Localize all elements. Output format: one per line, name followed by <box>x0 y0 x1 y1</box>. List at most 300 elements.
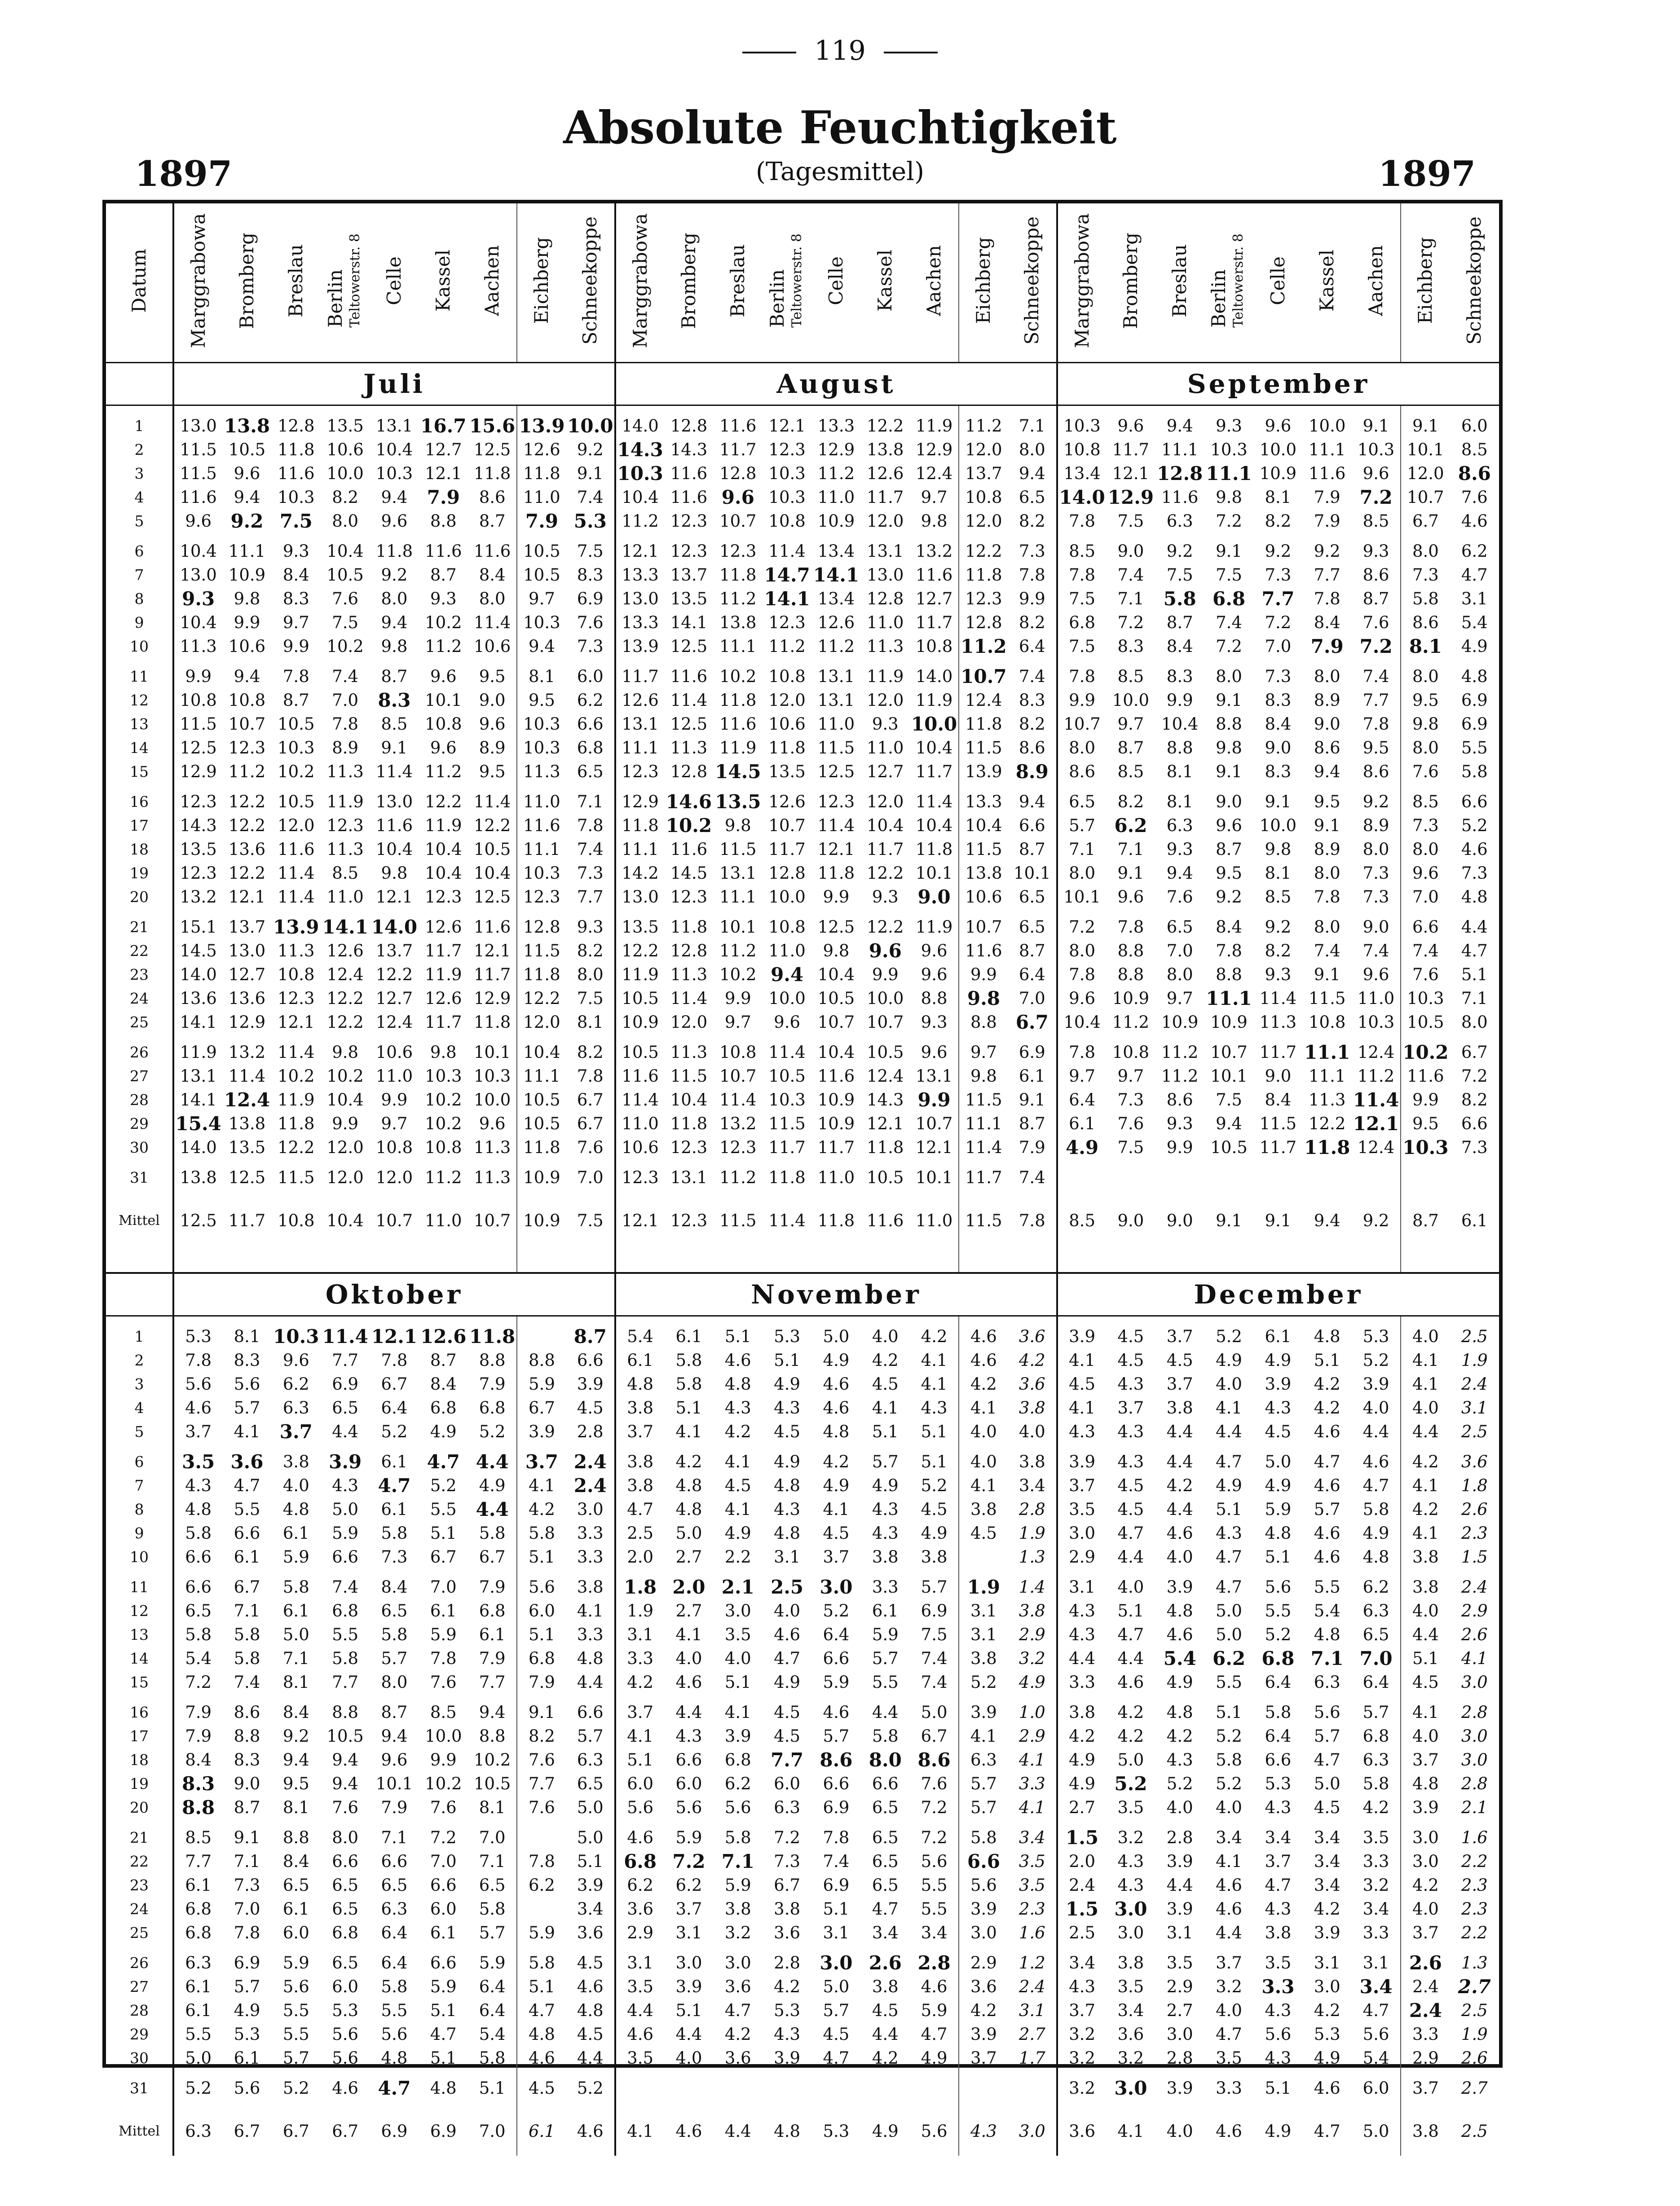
value-cell: 14.6 <box>666 791 712 813</box>
value-cell: 5.2 <box>381 1422 408 1441</box>
value-cell: 4.7 <box>774 1649 801 1668</box>
table-row <box>106 1623 1499 1647</box>
value-cell: 4.9 <box>921 1524 948 1543</box>
value-cell: 5.1 <box>1314 1351 1340 1370</box>
value-cell: 10.3 <box>1057 414 1106 438</box>
value-cell: 4.6 <box>1166 1524 1193 1543</box>
value-cell: 4.4 <box>615 1999 664 2022</box>
value-cell: 13.5 <box>715 791 761 813</box>
value-cell: 10.0 <box>768 887 806 907</box>
mean-value: 4.7 <box>1314 2121 1340 2141</box>
value-cell: 4.0 <box>675 2048 702 2068</box>
day-number: 13 <box>130 1626 149 1643</box>
value-cell: 6.9 <box>1461 714 1488 734</box>
value-cell: 8.3 <box>1117 637 1144 656</box>
table-row <box>106 485 1499 509</box>
station-header <box>763 203 811 363</box>
value-cell: 6.5 <box>332 1953 359 1973</box>
value-cell: 5.2 <box>921 1476 948 1495</box>
table-row <box>106 634 1499 658</box>
value-cell: 14.1 <box>173 1088 222 1112</box>
station-name: Celle <box>825 256 847 305</box>
value-cell: 4.0 <box>1401 1325 1450 1348</box>
value-cell: 3.9 <box>1314 1923 1340 1942</box>
value-cell: 6.6 <box>173 1545 222 1569</box>
value-cell: 7.8 <box>1057 509 1106 533</box>
value-cell: 8.1 <box>1265 488 1292 507</box>
table-row <box>106 712 1499 736</box>
value-cell: 12.2 <box>867 863 904 883</box>
value-cell: 4.2 <box>1117 1726 1144 1746</box>
value-cell: 6.7 <box>577 1114 604 1133</box>
value-cell: 10.5 <box>326 565 364 585</box>
station-header <box>468 203 517 363</box>
value-cell: 14.7 <box>764 564 810 586</box>
value-cell: 11.0 <box>517 485 566 509</box>
value-cell: 10.3 <box>1357 1013 1395 1032</box>
value-cell: 4.3 <box>173 1474 222 1497</box>
value-cell: 8.0 <box>1401 539 1450 563</box>
table-row <box>106 539 1499 563</box>
value-cell: 9.6 <box>921 941 948 960</box>
mean-value: 6.7 <box>282 2121 309 2141</box>
value-cell: 6.2 <box>1363 1577 1389 1597</box>
value-cell: 10.4 <box>1161 714 1199 734</box>
station-header <box>1253 203 1302 363</box>
value-cell: 5.7 <box>959 1796 1008 1819</box>
value-cell: 3.9 <box>959 2022 1008 2046</box>
value-cell: 3.6 <box>230 1451 264 1473</box>
value-cell: 3.2 <box>1057 2046 1106 2070</box>
value-cell: 12.9 <box>1107 486 1154 508</box>
value-cell: 7.4 <box>921 1649 948 1668</box>
value-cell: 8.0 <box>1401 665 1450 688</box>
value-cell: 10.9 <box>1161 1013 1199 1032</box>
value-cell: 9.4 <box>282 1750 309 1770</box>
value-cell: 11.6 <box>915 565 953 585</box>
value-cell: 7.9 <box>173 1724 222 1748</box>
value-cell: 10.4 <box>473 863 511 883</box>
value-cell: 5.2 <box>173 2076 222 2100</box>
value-cell: 7.1 <box>1310 1647 1344 1669</box>
value-cell: 4.0 <box>1216 1798 1242 1817</box>
value-cell: 8.3 <box>282 589 309 608</box>
value-cell: 3.9 <box>959 1897 1008 1921</box>
value-cell: 15.6 <box>469 415 516 437</box>
value-cell: 3.8 <box>1019 1452 1045 1471</box>
value-cell: 10.1 <box>915 1168 953 1187</box>
value-cell: 6.4 <box>823 1625 850 1644</box>
value-cell: 2.2 <box>724 1547 751 1567</box>
value-cell: 11.1 <box>719 637 757 656</box>
value-cell: 7.7 <box>479 1673 506 1692</box>
value-cell: 11.1 <box>959 1112 1008 1136</box>
value-cell: 6.6 <box>1461 1114 1488 1133</box>
value-cell: 9.8 <box>381 863 408 883</box>
value-cell: 11.4 <box>670 989 708 1008</box>
value-cell: 6.0 <box>615 1772 664 1796</box>
value-cell: 4.4 <box>332 1422 359 1441</box>
value-cell: 7.3 <box>1401 814 1450 837</box>
spacer-row <box>106 405 1499 414</box>
value-cell: 10.1 <box>1014 863 1051 883</box>
station-name: Eichberg <box>1414 237 1437 324</box>
value-cell: 10.0 <box>1259 440 1297 459</box>
value-cell: 8.7 <box>1216 840 1242 859</box>
mean-value: 3.0 <box>1019 2121 1045 2141</box>
value-cell: 4.7 <box>378 2077 411 2099</box>
value-cell: 4.1 <box>615 1724 664 1748</box>
value-cell: 12.0 <box>867 792 904 811</box>
value-cell: 9.9 <box>234 613 260 632</box>
value-cell: 6.6 <box>577 1351 604 1370</box>
value-cell: 4.1 <box>577 1601 604 1620</box>
value-cell: 5.1 <box>430 2001 457 2020</box>
value-cell: 4.8 <box>1166 1601 1193 1620</box>
value-cell: 10.0 <box>1259 816 1297 835</box>
day-number: 8 <box>134 1501 144 1518</box>
station-name: Marggrabowa <box>1071 213 1093 348</box>
mean-value: 5.0 <box>1363 2121 1389 2141</box>
value-cell: 6.1 <box>675 1327 702 1346</box>
value-cell: 6.2 <box>1213 1647 1246 1669</box>
value-cell: 4.6 <box>1216 1899 1242 1919</box>
value-cell: 2.9 <box>1019 1625 1045 1644</box>
value-cell: 3.1 <box>774 1547 801 1567</box>
table-row <box>106 1545 1499 1569</box>
value-cell: 12.1 <box>425 464 462 483</box>
value-cell: 1.7 <box>1019 2048 1045 2068</box>
value-cell: 4.1 <box>1401 1372 1450 1396</box>
value-cell: 4.8 <box>381 2048 408 2068</box>
value-cell: 3.1 <box>615 1623 664 1647</box>
value-cell: 8.1 <box>479 1798 506 1817</box>
value-cell: 2.8 <box>1461 1774 1488 1793</box>
spacer-row <box>106 909 1499 915</box>
value-cell: 5.1 <box>1117 1601 1144 1620</box>
value-cell: 3.4 <box>1117 2001 1144 2020</box>
value-cell <box>861 2076 910 2100</box>
station-header <box>959 203 1008 363</box>
value-cell: 12.3 <box>517 885 566 909</box>
value-cell: 7.4 <box>1019 667 1045 686</box>
value-cell: 5.6 <box>517 1575 566 1599</box>
value-cell: 4.9 <box>1265 1476 1292 1495</box>
value-cell: 11.2 <box>817 637 855 656</box>
value-cell: 5.5 <box>282 2001 309 2020</box>
value-cell: 10.4 <box>959 814 1008 837</box>
mean-value: 9.4 <box>1314 1211 1340 1230</box>
value-cell: 12.5 <box>670 714 708 734</box>
year-right: 1897 <box>1378 154 1476 194</box>
value-cell: 5.1 <box>1265 2078 1292 2098</box>
value-cell: 5.5 <box>1265 1601 1292 1620</box>
value-cell <box>1204 1166 1253 1189</box>
value-cell: 12.2 <box>867 917 904 937</box>
value-cell: 5.0 <box>332 1500 359 1519</box>
mean-value: 11.6 <box>867 1211 904 1230</box>
value-cell: 11.1 <box>719 887 757 907</box>
value-cell: 9.3 <box>577 917 604 937</box>
value-cell: 6.4 <box>1265 1673 1292 1692</box>
value-cell: 13.5 <box>670 589 708 608</box>
value-cell: 8.3 <box>577 565 604 585</box>
value-cell: 7.4 <box>1363 667 1389 686</box>
value-cell: 9.1 <box>517 1700 566 1724</box>
value-cell: 10.1 <box>375 1774 413 1793</box>
value-cell: 6.9 <box>577 589 604 608</box>
value-cell: 8.0 <box>1019 440 1045 459</box>
value-cell: 3.7 <box>1401 1748 1450 1772</box>
mean-value: 4.1 <box>1117 2121 1144 2141</box>
value-cell: 8.3 <box>1019 691 1045 710</box>
day-number: 28 <box>130 1091 149 1109</box>
value-cell: 5.5 <box>173 2022 222 2046</box>
value-cell: 15.4 <box>173 1112 222 1136</box>
table-row <box>106 1670 1499 1694</box>
value-cell: 4.4 <box>476 1451 509 1473</box>
value-cell: 3.1 <box>1314 1953 1340 1973</box>
value-cell: 5.1 <box>517 1975 566 1999</box>
value-cell: 3.9 <box>1401 1796 1450 1819</box>
value-cell: 13.8 <box>173 1166 222 1189</box>
value-cell: 6.2 <box>1461 542 1488 561</box>
value-cell: 6.0 <box>1461 416 1488 436</box>
value-cell: 11.7 <box>425 1013 462 1032</box>
value-cell: 8.0 <box>1166 965 1193 984</box>
value-cell: 10.0 <box>567 415 613 437</box>
value-cell: 4.3 <box>1057 1420 1106 1444</box>
value-cell: 10.8 <box>915 637 953 656</box>
value-cell: 4.1 <box>724 1703 751 1722</box>
value-cell: 3.5 <box>173 1450 222 1474</box>
mean-value: 2.5 <box>1461 2121 1488 2141</box>
value-cell: 7.6 <box>1363 613 1389 632</box>
day-number: 1 <box>134 417 144 435</box>
value-cell: 1.8 <box>615 1575 664 1599</box>
value-cell: 12.2 <box>228 792 266 811</box>
value-cell: 11.9 <box>425 965 462 984</box>
value-cell: 4.3 <box>1117 1452 1144 1471</box>
value-cell: 9.1 <box>1265 792 1292 811</box>
value-cell: 3.1 <box>675 1923 702 1942</box>
value-cell: 12.4 <box>326 965 364 984</box>
value-cell: 10.8 <box>278 965 315 984</box>
table-row <box>106 1166 1499 1189</box>
value-cell: 10.1 <box>473 1043 511 1062</box>
value-cell: 14.0 <box>371 916 418 938</box>
value-cell: 4.8 <box>1265 1524 1292 1543</box>
value-cell: 10.6 <box>326 440 364 459</box>
value-cell: 8.8 <box>430 511 457 531</box>
value-cell: 6.5 <box>872 1828 899 1847</box>
value-cell: 6.5 <box>1019 488 1045 507</box>
value-cell: 8.8 <box>1117 941 1144 960</box>
value-cell: 12.8 <box>867 589 904 608</box>
value-cell: 6.9 <box>823 1876 850 1895</box>
value-cell: 8.3 <box>378 689 411 711</box>
value-cell: 4.3 <box>872 1500 899 1519</box>
value-cell: 3.7 <box>1057 1999 1106 2022</box>
value-cell: 4.3 <box>1117 1374 1144 1394</box>
value-cell: 5.8 <box>1163 588 1196 610</box>
value-cell: 11.7 <box>867 840 904 859</box>
value-cell: 6.4 <box>381 1923 408 1942</box>
value-cell: 4.2 <box>1166 1726 1193 1746</box>
value-cell: 4.5 <box>823 2025 850 2044</box>
value-cell: 4.2 <box>1057 1724 1106 1748</box>
value-cell: 4.5 <box>577 1398 604 1418</box>
value-cell: 12.2 <box>228 816 266 835</box>
value-cell: 5.6 <box>1314 1703 1340 1722</box>
value-cell: 10.5 <box>817 989 855 1008</box>
value-cell: 12.5 <box>173 736 222 760</box>
value-cell: 3.4 <box>1019 1828 1045 1847</box>
table-row <box>106 1396 1499 1420</box>
value-cell: 4.6 <box>675 1673 702 1692</box>
value-cell: 5.0 <box>282 1625 309 1644</box>
value-cell: 7.8 <box>282 667 309 686</box>
value-cell: 9.2 <box>1265 917 1292 937</box>
value-cell: 6.5 <box>1057 790 1106 814</box>
value-cell: 11.8 <box>469 1325 516 1347</box>
value-cell: 8.7 <box>234 1798 260 1817</box>
value-cell: 4.9 <box>1057 1136 1106 1159</box>
value-cell: 5.6 <box>332 2025 359 2044</box>
value-cell: 13.1 <box>817 691 855 710</box>
value-cell: 9.3 <box>282 542 309 561</box>
value-cell: 4.2 <box>823 1452 850 1471</box>
value-cell: 10.5 <box>473 840 511 859</box>
value-cell: 12.0 <box>326 1138 364 1157</box>
value-cell: 13.5 <box>228 1138 266 1157</box>
value-cell: 4.1 <box>959 1724 1008 1748</box>
value-cell: 4.1 <box>1216 1852 1242 1871</box>
value-cell: 10.7 <box>228 714 266 734</box>
day-number: 25 <box>130 1013 149 1031</box>
value-cell: 13.3 <box>615 563 664 587</box>
value-cell: 11.8 <box>959 563 1008 587</box>
value-cell: 4.8 <box>1314 1625 1340 1644</box>
value-cell: 3.0 <box>1117 1923 1144 1942</box>
value-cell: 6.5 <box>173 1599 222 1623</box>
mean-value: 10.7 <box>375 1211 413 1230</box>
value-cell: 8.9 <box>1314 840 1340 859</box>
value-cell: 7.7 <box>577 887 604 907</box>
value-cell: 13.5 <box>326 416 364 436</box>
value-cell: 4.1 <box>1461 1649 1488 1668</box>
value-cell: 11.2 <box>959 414 1008 438</box>
value-cell: 5.8 <box>282 1577 309 1597</box>
value-cell: 4.8 <box>1363 1547 1389 1567</box>
value-cell: 4.3 <box>1265 2001 1292 2020</box>
value-cell: 11.3 <box>278 941 315 960</box>
value-cell: 2.2 <box>1461 1923 1488 1942</box>
value-cell: 3.9 <box>1057 1325 1106 1348</box>
station-name: Kassel <box>874 250 896 312</box>
value-cell: 11.7 <box>425 941 462 960</box>
value-cell: 5.5 <box>1461 738 1488 757</box>
station-header <box>1008 203 1057 363</box>
value-cell: 12.8 <box>768 863 806 883</box>
value-cell: 7.5 <box>921 1625 948 1644</box>
value-cell: 8.0 <box>381 589 408 608</box>
value-cell: 6.8 <box>1363 1726 1389 1746</box>
value-cell: 13.0 <box>615 885 664 909</box>
day-number: 23 <box>130 1876 149 1894</box>
value-cell: 11.8 <box>768 1168 806 1187</box>
value-cell: 7.0 <box>1359 1647 1393 1669</box>
value-cell: 7.9 <box>1314 511 1340 531</box>
value-cell: 3.8 <box>1019 1601 1045 1620</box>
value-cell: 9.7 <box>1057 1064 1106 1088</box>
value-cell: 4.6 <box>1117 1673 1144 1692</box>
value-cell: 4.7 <box>823 2048 850 2068</box>
value-cell: 12.8 <box>670 416 708 436</box>
value-cell: 7.2 <box>1216 637 1242 656</box>
value-cell: 8.4 <box>282 1703 309 1722</box>
value-cell: 6.6 <box>959 1849 1008 1873</box>
table-row <box>106 1951 1499 1975</box>
value-cell: 8.8 <box>517 1348 566 1372</box>
value-cell: 4.1 <box>959 1474 1008 1497</box>
value-cell: 7.9 <box>479 1577 506 1597</box>
value-cell: 11.8 <box>768 738 806 757</box>
value-cell: 4.7 <box>921 2025 948 2044</box>
value-cell: 4.2 <box>1019 1351 1045 1370</box>
value-cell: 4.5 <box>872 2001 899 2020</box>
value-cell: 2.6 <box>1461 1625 1488 1644</box>
value-cell: 5.9 <box>430 1625 457 1644</box>
value-cell: 10.8 <box>425 714 462 734</box>
value-cell: 8.4 <box>1265 714 1292 734</box>
table-row <box>106 1700 1499 1724</box>
value-cell: 10.3 <box>473 1066 511 1086</box>
value-cell: 11.8 <box>473 464 511 483</box>
value-cell: 14.0 <box>615 414 664 438</box>
value-cell: 3.7 <box>675 1899 702 1919</box>
value-cell: 9.1 <box>1363 416 1389 436</box>
value-cell: 10.4 <box>615 485 664 509</box>
value-cell: 8.5 <box>1461 440 1488 459</box>
value-cell: 6.0 <box>675 1774 702 1793</box>
value-cell: 11.6 <box>473 917 511 937</box>
value-cell: 8.0 <box>577 965 604 984</box>
value-cell: 6.1 <box>1019 1066 1045 1086</box>
value-cell: 9.4 <box>479 1703 506 1722</box>
value-cell: 6.7 <box>430 1547 457 1567</box>
value-cell: 11.7 <box>959 1166 1008 1189</box>
value-cell: 3.5 <box>615 1975 664 1999</box>
value-cell: 3.9 <box>329 1451 362 1473</box>
day-number: 17 <box>130 1727 149 1745</box>
value-cell: 2.9 <box>1461 1601 1488 1620</box>
value-cell: 3.4 <box>1019 1476 1045 1495</box>
value-cell: 13.2 <box>228 1043 266 1062</box>
value-cell: 5.9 <box>479 1953 506 1973</box>
value-cell: 2.4 <box>1401 1999 1450 2022</box>
value-cell: 11.8 <box>867 1138 904 1157</box>
value-cell: 10.7 <box>768 816 806 835</box>
value-cell: 3.9 <box>1166 1899 1193 1919</box>
value-cell: 3.5 <box>1265 1953 1292 1973</box>
value-cell: 3.0 <box>1057 1521 1106 1545</box>
value-cell: 3.9 <box>577 1876 604 1895</box>
value-cell: 4.4 <box>675 2025 702 2044</box>
table-row <box>106 861 1499 885</box>
value-cell: 2.8 <box>577 1422 604 1441</box>
value-cell: 12.2 <box>867 416 904 436</box>
